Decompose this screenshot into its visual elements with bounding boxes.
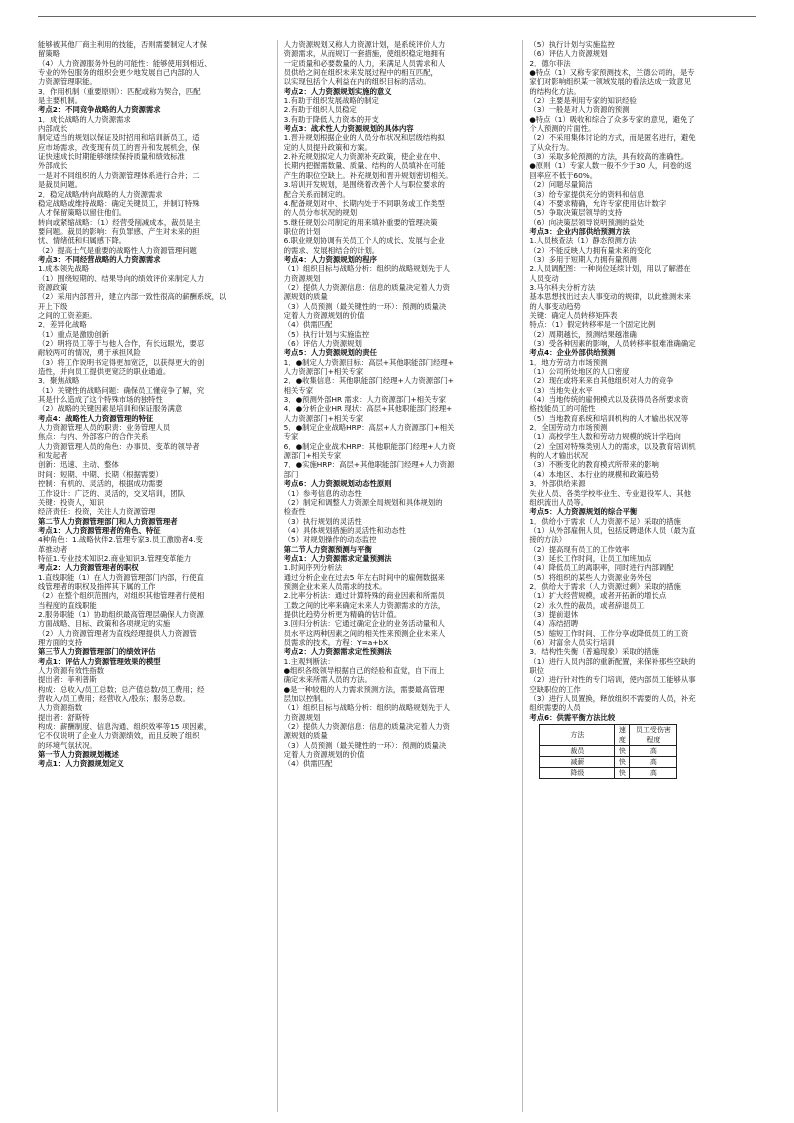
text-line: 革推动者 [38,544,68,554]
text-line: 源规划的质量 [283,731,328,741]
text-line: （6）对富余人员实行培训 [529,638,615,647]
text-line: 人力资源部门+相关专家 [283,367,364,377]
text-line: 接的方法） [529,535,567,545]
text-line: 1.直线职能（1）在人力资源管理部门内部，行使直 [38,572,204,582]
text-line: 2．差异化战略 [38,320,87,330]
text-line: （5）执行计划与实施监控 [529,40,615,49]
text-line: 和发起者 [38,451,68,461]
text-line: 1.时间序列分析法 [283,563,343,573]
text-line: 特征1.专业技术知识2.商业知识3.管理变革能力 [38,553,192,563]
text-line: 时间：短期、中期、长期（根据需要） [38,469,163,479]
text-line: ●原则（1）专家人数一般不少于30 人，问卷的返 [529,161,692,171]
text-line: （3）不断变化的教育模式所带来的影响 [529,460,659,470]
text-line: （5）对规划操作的动态监控 [283,535,377,545]
text-line: 2.人员调配图：一种岗位延续计划，用以了解潜在 [529,264,691,274]
text-line: 提出者：舒斯特 [38,712,90,722]
text-line: 源规划的质量 [283,292,328,302]
text-line: （4）供需匹配 [283,320,333,330]
text-line: （3）采取多轮预测的方法，具有较高的准确性。 [529,152,689,162]
text-line: 力资源管理职能。 [38,77,97,87]
text-line: 2．供给大于需求（人力资源过剩）采取的措施 [529,581,681,591]
text-line: 2．稳定战略/转向战略的人力资源需求 [38,189,163,199]
text-line: 的需求、发展相结合的计划。 [283,245,380,255]
text-line: （4）具体规划措施的灵活性和动态性 [283,525,406,535]
text-line: 员水平这两种因素之间的相关性来预测企业未来人 [283,628,446,638]
text-line: 构的人才输出状况 [529,451,589,461]
text-line: 产生的职位空缺上。补充规划和晋升规划密切相关。 [283,170,453,180]
text-line: 3.马尔科夫分析方法 [529,282,596,292]
text-line: 考点4：企业外部供给预测 [529,348,616,358]
text-line: 层加以控制。 [283,694,328,704]
table-row [540,757,677,768]
table-cell: 高 [630,757,677,768]
text-line: 证快速成长时期能够继续保持质量和绩效标准 [38,152,185,162]
text-line: 3．外部供给来源 [529,479,586,489]
text-line: 定着人力资源规划的价值 [283,750,365,760]
text-line: （1）高校学生人数和劳动力规模的统计学趋向 [529,432,681,442]
text-line: （3）将工作说明书定得更加宽泛，以获得更大的创 [38,357,205,367]
text-line: （5）执行计划与实施监控 [283,329,370,339]
text-line: （1）扩大经营规模，或者开拓新的增长点 [529,591,667,601]
table-header-cell: 方法 [540,725,615,746]
text-line: 2.服务职能（1）协助组织最高管理层确保人力资源 [38,609,204,619]
text-line: 空缺职位的工作 [529,684,581,694]
text-line: 考点3：战术性人力资源规划的具体内容 [283,124,414,134]
text-line: 力资源规划 [283,712,321,722]
text-line: 第三节人力资源管理部门的绩效评估 [38,647,156,657]
text-line: 开上下级 [38,301,68,311]
text-line: 配合关系而制定的。 [283,189,350,199]
text-line: 要问题。裁员的影响：有负罪感、产生对未来的担 [38,226,200,236]
text-line: （2）战略的关键因素是培训和保证服务满意 [38,404,183,414]
text-line: 转向或紧缩战略：（1）经营受削减成本，裁员是主 [38,217,201,227]
text-line: 人力资源有效性指数 [38,666,105,676]
text-line: 个人预测的片面性。 [529,124,596,134]
text-line: 是裁员问题。 [38,180,83,190]
text-line: 考点2：人力资源规划实施的意义 [283,86,392,96]
text-line: 相关专家 [283,385,314,395]
text-line: 1.成本领先战略 [38,264,90,274]
table-cell: 减薪 [540,757,615,768]
text-line: 它不仅说明了企业人力资源绩效，而且反映了组织 [38,731,200,741]
text-line: 考点6：人力资源规划动态性原则 [283,479,392,489]
text-line: 人员变动 [529,273,559,283]
text-line: 4种角色：1.战略伙伴2.管理专家3.员工激励者4.变 [38,535,203,545]
text-line: 考点1：人力资源规划定义 [38,759,124,769]
text-line: 4．●分析企业HR 现状：高层+其他职能部门经理+ [283,404,453,414]
text-line: 考点2：人力资源管理者的职权 [38,563,139,573]
text-line: ●是一种较粗的人力需求预测方法，需要最高管理 [283,684,445,694]
text-line: 第二节人力资源管理部门和人力资源管理者 [38,516,178,526]
text-line: （2）周期越长，预测结果越准确 [529,329,637,339]
text-line: 忧、情绪低和归属感下降。 [38,236,127,246]
text-line: （5）争取决策层领导的支持 [529,208,623,218]
text-line: 职位的计划 [283,226,321,236]
text-line: （2）制定和调整人力资源全局规划和具体规划的 [283,497,443,507]
text-line: 理方面的支持 [38,638,83,647]
text-line: ●特点（1）又称专家预测技术，兰德公司的，是专 [529,68,695,78]
text-line: 2.比率分析法：通过计算特殊的商业因素和所需员 [283,591,445,601]
text-line: 失业人员、各类学校毕业生、专业退役军人、其他 [529,488,691,498]
text-line: 3.回归分析法：它通过确定企业的业务活动量和人 [283,619,445,629]
text-line: 稳定战略或维持战略：确定关键员工，并制订特殊 [38,198,200,208]
table-cell: 快 [615,757,630,768]
text-line: 的人事变动趋势 [529,301,581,311]
table-cell: 裁员 [540,746,615,757]
text-line: 通过分析企业在过去5 年左右时间中的雇佣数据来 [283,572,445,582]
text-line: （2）提高士气是重要的战略性人力资源管理问题 [38,245,197,255]
text-line: （2）进行针对性的专门培训，使内部员工能够从事 [529,675,696,685]
text-line: 预测企业未来人员需求的技术。 [283,581,387,591]
text-line: 考点2：不同竞争战略的人力资源需求 [38,105,161,115]
text-line: 考点4：人力资源规划的程序 [283,254,377,264]
text-line: 组织流出人员等。 [529,497,589,507]
text-line: （1）参考信息的动态性 [283,488,362,498]
text-line: 工数之间的比率来确定未来人力资源需求的方法， [283,600,446,610]
text-line: 是主要机制。 [38,96,83,106]
text-line: 耐较两可的情况，勇于承担风险 [38,348,141,358]
text-line: 考点1：人力资源管理者的角色、特征 [38,525,161,535]
text-line: 其是什么造成了这个特殊市场的独特性 [38,395,163,405]
text-line: （3）当地失业水平 [529,385,593,395]
text-line: 基本思想找出过去人事变动的规律，以此推测未来 [529,292,691,302]
text-line: 了从众行为。 [529,142,574,152]
text-line: 6．●制定企业战术HRP：其他职能部门经理+人力资 [283,441,456,451]
text-line: （3）执行规划的灵活性 [283,516,362,526]
table-header-cell: 速度 [615,725,630,746]
text-line: （5）当地教育系统和培训机构的人才输出状况等 [529,413,689,423]
text-line: 能够被其他厂商主利用的技能，否则需要制定人才保 [38,40,207,49]
text-line: （2）不能反映人力拥有量未来的变化 [529,245,652,255]
text-line: 定着人力资源规划的价值 [283,310,365,320]
comparison-table [539,724,677,779]
table-row [540,768,677,779]
text-line: （1）进行人员内部的重新配置，来保补那些空缺的 [529,656,696,666]
text-line: （3）延长工作时间，让员工加班加点 [529,553,652,563]
text-line: （2）全国对特殊类别人力的需求，以及教育培训机 [529,441,696,451]
text-line: 回率应不低于60%。 [529,170,598,180]
text-line: （6）向决策层领导说明预测的益处 [529,217,645,227]
text-line: 确定未来所需人员的方法。 [283,675,372,685]
text-line: 6.职业规划协调有关员工个人的成长、发展与企业 [283,236,445,246]
text-line: 焦点：与内、外部客户的合作关系 [38,432,149,442]
text-line: （5）将组织的某些人力资源业务外包 [529,572,652,582]
text-line: 力资源规划 [283,273,321,283]
table-cell: 高 [630,746,677,757]
text-line: 3.有助于降低人力资本的开支 [283,114,379,124]
text-line: 3．●预测外部HR 需求：人力资源部门+相关专家 [283,395,447,405]
text-line: （3）一般是对人力资源的预测 [529,105,630,115]
text-line: 源部门+相关专家 [283,451,342,461]
text-line: （3）进行人员置换，释放组织不需要的人员，补充 [529,694,696,704]
text-line: 7．●实施HRP：高层+其他职能部门经理+人力资源 [283,460,455,470]
text-line: 关键：确定人员转移矩阵表 [529,310,618,320]
text-line: 人力资源管理人员的职责：业务管理人员 [38,423,171,433]
text-line: （2）提高现有员工的工作效率 [529,544,630,554]
table-cell: 降级 [540,768,615,779]
text-line: （3）提前退休 [529,609,579,619]
text-line: （2）在整个组织范围内，对组织其他管理者行使相 [38,591,205,601]
text-line: 3．结构性失衡（普遍现象）采取的措施 [529,647,659,657]
text-line: 考点3：企业内部供给预测方法 [529,226,630,236]
text-line: （6）评估人力资源规划 [529,49,608,59]
text-line: 人力资源指数 [38,703,83,713]
text-line: 1.有助于组织发展战略的制定 [283,96,379,106]
text-line: （2）采用内部晋升，建立内部一致性很高的薪酬系统，以 [38,292,227,302]
text-line: 组织需要的人员 [529,703,581,713]
text-line: 1．成长战略的人力资源需求 [38,114,131,124]
text-line: 专家 [283,432,299,442]
text-line: （4）人力资源服务外包的可能性：能够使用到相近、 [38,58,212,68]
text-line: 人力资源规划又称人力资源计划，是系统评价人力 [283,40,446,49]
text-line: （2）主要是利用专家的知识经验 [529,96,637,106]
text-line: （2）问题尽量简洁 [529,180,593,190]
text-line: 1．地方劳动力市场预测 [529,357,608,367]
text-line: 考点6：供需平衡方法比较 [529,712,616,722]
table-cell: 快 [615,768,630,779]
table-cell: 高 [630,768,677,779]
text-line: 长期内把握需数量、质量、结构的人员填补在可能 [283,161,446,171]
text-line: （2）提供人力资源信息：信息的质量决定着人力资 [283,282,450,292]
text-column-2 [277,40,511,1112]
text-line: 经济责任：投资，关注人力资源管理 [38,507,156,517]
text-line: 1．●制定人力资源目标：高层+其他职能部门经理+ [283,357,454,367]
text-line: 关键：投资人，知识 [38,497,105,507]
text-line: （2）现在或将来来自其他组织对人力的竞争 [529,376,674,386]
text-line: （4）不要求精确，允许专家使用估计数字 [529,198,667,208]
text-line: （4）本地区、本行业的规模和政策趋势 [529,469,659,479]
text-line: 之间的工资差距。 [38,310,97,320]
text-line: 专业的外包服务的组织会更少地发展自己内部的人 [38,68,200,78]
text-line: 制定适当的规划以保证及时招用和培训新员工，适 [38,133,200,143]
text-line: （4）冻结招聘 [529,619,579,629]
table-header-cell: 员工受伤害程度 [630,725,677,746]
text-line: 人才保留策略以留住他们。 [38,208,127,218]
text-line: 考点1：评估人力资源管理效果的模型 [38,656,161,666]
text-line: 第二节人力资源预测与平衡 [283,544,372,554]
text-line: （1）公司所处地区的人口密度 [529,367,630,377]
text-line: 部门 [283,469,299,479]
text-line: （1）组织目标与战略分析：组织的战略规划先于人 [283,703,450,713]
text-line: 5.继任规划公司制定的用来填补重要的管理决策 [283,217,438,227]
text-line: （5）缩短工作时间、工作分享或降低员工的工资 [529,628,689,638]
text-line: 考点5：人力资源规划的综合平衡 [529,507,638,517]
text-line: （2）明将员工等于与他人合作，有长远眼光，要忍 [38,339,205,348]
text-line: 考点3：不同经营战略的人力资源需求 [38,254,161,264]
text-line: 提供比趋势分析更为精确的估计值。 [283,609,402,619]
text-line: 2.有助于组织人员稳定 [283,105,357,115]
text-line: （3）受各种因素的影响，人员转移率很难准确确定 [529,339,696,348]
text-line: 构成：薪酬制度、信息沟通、组织效率等15 项因素， [38,722,212,732]
text-line: 2．德尔菲法 [529,58,571,68]
table-cell: 快 [615,746,630,757]
text-line: （4）降低员工的离职率，同时进行内部调配 [529,563,674,573]
text-line: 定的人员提升政策和方案。 [283,142,372,152]
text-line: 营收入/员工费用；经营收入/股东；服务总数。 [38,694,190,704]
text-line: 3．作用机制（重要原则）：匹配或称为契合，匹配 [38,86,201,96]
text-line: 特点：（1）假定转移率是一个固定比例 [529,320,656,330]
text-line: （6）评估人力资源规划 [283,339,362,348]
text-line: 员需求的技术。方程：Y=a+bX [283,638,389,647]
text-line: 控制：有机的、灵活的，根据成功需要 [38,479,163,489]
text-line: 员供给之间在组织未来发展过程中的相互匹配， [283,68,438,78]
text-line: 检查性 [283,507,306,517]
text-line: 4.配备规划对中、长期内处于不同职务或工作类型 [283,198,445,208]
text-line: 应市场需求，改变现有员工的晋升和发展机会，保 [38,142,200,152]
text-line: 创新：迅速、主动、整体 [38,460,119,470]
text-line: （3）人员预测（最关键性的一环）：预测的质量决 [283,301,447,311]
text-line: （2）提供人力资源信息：信息的质量决定着人力资 [283,722,450,732]
table-header-row [540,725,677,746]
text-line: 1.主观判断法： [283,656,335,666]
text-line: 考点5：人力资源规划的责任 [283,348,377,358]
text-line: （3）给专家提供充分的资料和信息 [529,189,645,199]
text-line: 1.人员核查法（1）静态预测方法 [529,236,637,246]
text-line: 第一节人力资源规划概述 [38,750,119,760]
text-column-1 [38,40,265,1112]
text-line: 家们对影响组织某一领域发展的看法达成一致意见 [529,77,691,87]
text-line: （3）人员预测（最关键性的一环）：预测的质量决 [283,740,447,750]
text-line: （1）关键性的战略问题：确保员工懂竞争了解，究 [38,385,205,395]
text-line: 1.晋升规划根据企业的人员分布状况和层级结构拟 [283,133,445,143]
text-line: 3.培训开发规划，是围绕着改善个人与职位要求的 [283,180,445,190]
text-line: 方面战略、目标、政策和各项规定的实施 [38,619,171,629]
text-line: 线管理者的职权及指挥其下属的工作 [38,581,156,591]
text-line: （2）不采用集体讨论的方式，而是匿名进行，避免 [529,133,696,143]
text-line: 一是对不同组织的人力资源管理体系进行合并；二 [38,170,200,180]
text-line: 以实现包括个人利益在内的组织目标的活动。 [283,77,431,87]
text-line: 的结构化方法。 [529,86,581,96]
text-line: 考点1：人力资源需求定量预测法 [283,553,392,563]
header-rule [38,16,756,17]
text-line: 2．全国劳动力市场预测 [529,423,608,433]
text-line: 人力资源管理人员的角色：办事员、变革的领导者 [38,441,200,451]
text-line: 资源需求，从而规订一套措施，使组织稳定地拥有 [283,49,446,59]
text-line: 一定质量和必要数量的人力，来满足人员需求和人 [283,58,446,68]
text-line: 考点4：战略性人力资源管理的特征 [38,413,154,423]
text-line: （1）组织目标与战略分析：组织的战略规划先于人 [283,264,450,274]
text-line: 的人员分布状况的规划 [283,208,358,218]
text-line: 构成：总收入/员工总数；总产值总数/员工费用；经 [38,684,205,694]
text-line: （4）供需匹配 [283,759,333,769]
text-line: （2）人力资源管理者为直线经理提供人力资源管 [38,628,197,638]
text-line: 工作设计：广泛的、灵活的，交叉培训，团队 [38,488,185,498]
text-line: （3）多用于短期人力拥有量预测 [529,254,637,264]
text-line: 提出者：菲利普斯 [38,675,97,685]
text-line: ●特点（1）吸收和综合了众多专家的意见，避免了 [529,114,695,124]
text-line: 人力资源部门+相关专家 [283,413,364,423]
text-line: （1）重点是激励创新 [38,329,109,339]
text-line: 考点2：人力资源需求定性预测法 [283,647,392,657]
text-line: 2.补充规划拟定人力资源补充政策，使企业在中、 [283,152,445,162]
text-line: 的环境气氛状况。 [38,740,97,750]
text-line: 1．供给小于需求（人力资源不足）采取的措施 [529,516,681,526]
text-line: （2）永久性的裁员，或者辞退员工 [529,600,645,610]
text-line: 5．●制定企业战略HRP：高层+人力资源部门+相关 [283,423,455,433]
text-line: 格技能员工的可能性 [529,404,596,414]
text-line: （4）当地传统的雇佣模式以及获得员各所要求资 [529,395,689,405]
text-line: （1）从外部雇佣人员，包括反聘退休人员（最为直 [529,525,696,535]
table-row [540,746,677,757]
document-page [38,40,756,1112]
text-line: ●组织各级领导根据自己的经验和直觉，自下而上 [283,666,445,676]
text-line: 内部成长 [38,124,68,134]
text-line: 当程度的直线职能 [38,600,97,610]
text-line: （1）围绕短期的、结果导向的绩效评价来制定人力 [38,273,205,283]
text-column-3 [522,40,756,1112]
text-line: 造性，并向员工提供更宽泛的职业通道。 [38,367,171,377]
text-line: 资源政策 [38,282,68,292]
text-line: 职位 [529,666,545,676]
text-line: 2．●收集信息：其他职能部门经理+人力资源部门+ [283,376,454,386]
text-line: 外部成长 [38,161,68,171]
text-line: 留策略 [38,49,61,59]
text-line: 3．聚焦战略 [38,376,80,386]
